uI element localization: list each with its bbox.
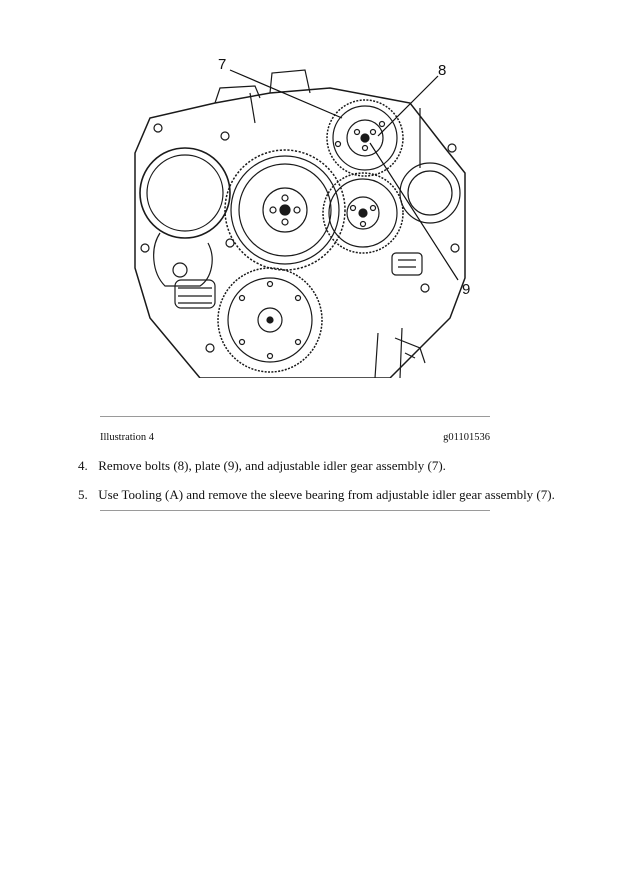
callout-9: 9: [462, 281, 471, 298]
caption-code: g01101536: [443, 432, 490, 443]
callout-8: 8: [438, 62, 447, 79]
engine-gear-train-illustration: [120, 48, 480, 378]
step-item: [78, 458, 446, 474]
step-number: 4.: [78, 458, 88, 473]
top-divider: [100, 416, 490, 417]
caption-label: Illustration 4: [100, 432, 154, 443]
bottom-divider: [100, 510, 490, 511]
callout-7: 7: [218, 56, 227, 73]
step-number: 5.: [78, 487, 88, 502]
step-text: Use Tooling (A) and remove the sleeve bearing from adjustable idler gear assembly (7).: [98, 487, 555, 502]
step-text: Remove bolts (8), plate (9), and adjustable idler gear assembly (7).: [98, 458, 446, 473]
step-item: [78, 487, 555, 503]
